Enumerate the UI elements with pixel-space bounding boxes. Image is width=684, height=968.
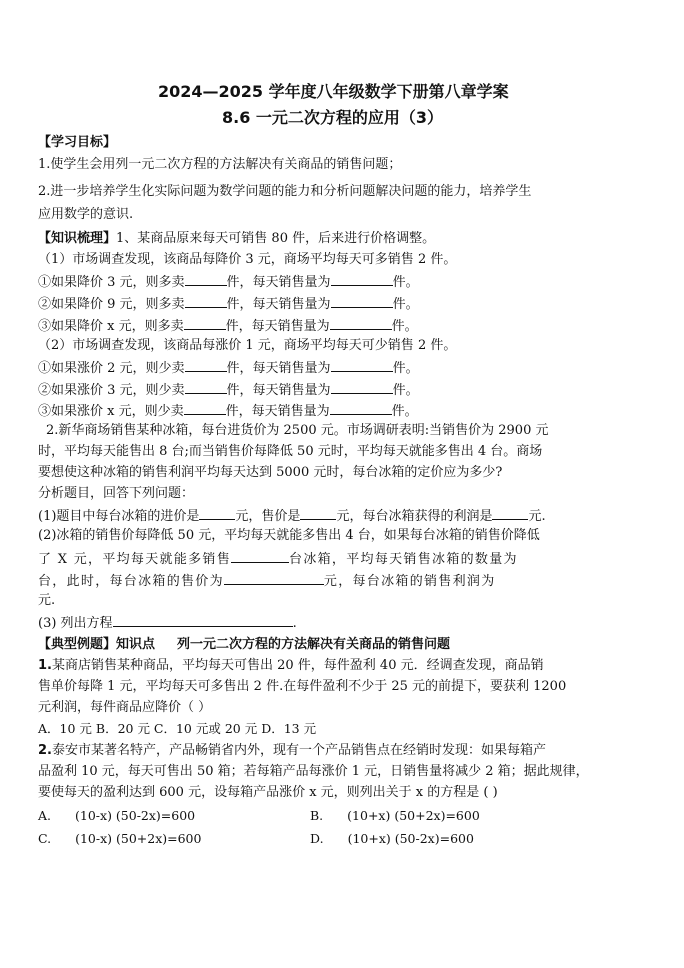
option-label: B. [310,808,324,823]
option-text: (10-x) (50+2x)=600 [75,831,202,846]
question-number: 1. [38,658,52,673]
fill-text: 件。 [391,404,418,419]
answer-blank[interactable] [113,613,293,627]
page-subtitle: 8.6 一元二次方程的应用（3） [222,108,444,127]
example-2-line: 品盈利 10 元，每天可售出 50 箱；若每箱产品每涨价 1 元，日销售量将减少 2 箱；据此规律， [38,764,589,779]
fill-line [38,316,418,336]
answer-blank[interactable] [185,272,227,286]
answer-blank[interactable] [331,358,393,372]
answer-blank[interactable] [300,506,336,520]
fill-text: 台，此时，每台冰箱的售价为 [38,574,224,589]
example-2-line [38,742,546,760]
option-text: (10-x) (50-2x)=600 [75,808,196,823]
fill-text: ①如果降价 3 元，则多卖 [38,275,185,290]
knowledge-intro: 1、某商品原来每天可销售 80 件，后来进行价格调整。 [116,231,436,246]
fill-line [38,272,419,292]
answer-blank[interactable] [184,316,226,330]
example-2-line: 要使每天的盈利达到 600 元，设每箱产品涨价 x 元，则列出关于 x 的方程是 ( ) [38,785,498,800]
fill-text: 台冰箱，平均每天销售冰箱的数量为 [289,552,518,567]
fill-text: 件，每天销售量为 [225,404,330,419]
fill-text: 件。 [391,319,418,334]
fill-text: (1)题目中每台冰箱的进价是 [38,509,200,524]
fill-text: 了 X 元，平均每天就能多销售 [38,552,232,567]
answer-blank[interactable] [331,294,393,308]
answer-blank[interactable] [185,358,227,372]
fill-text: ①如果涨价 2 元，则少卖 [38,361,185,376]
fill-line [38,506,546,526]
part2-intro: （2）市场调查发现，该商品每涨价 1 元，商场平均每天可少销售 2 件。 [38,338,457,353]
fill-text: ③如果降价 x 元，则多卖 [38,319,184,334]
fill-line [38,613,297,633]
answer-blank[interactable] [231,549,289,563]
knowledge-point-label: 知识点 [116,637,156,652]
problem-2-text: 时，平均每天能售出 8 台;而当销售价每降低 50 元时，平均每天就能多售出 4 台。商场 [38,444,543,459]
fill-text: ③如果涨价 x 元，则少卖 [38,404,184,419]
fill-text: 件，每天销售量为 [226,275,331,290]
option-d[interactable] [310,830,474,848]
fill-text: 件，每天销售量为 [225,319,330,334]
fill-text: 元. [528,509,546,524]
answer-blank[interactable] [331,272,393,286]
fill-text: 元，售价是 [235,509,301,524]
answer-blank[interactable] [185,380,227,394]
knowledge-point-text: 列一元二次方程的方法解决有关商品的销售问题 [177,637,451,652]
goal-item: 1.使学生会用列一元二次方程的方法解决有关商品的销售问题； [38,157,402,172]
example-1-line: 元利润，每件商品应降价（ ） [38,700,212,715]
fill-text: 件，每天销售量为 [226,297,331,312]
option-text: (10+x) (50+2x)=600 [347,808,480,823]
problem-2-text: 2.新华商场销售某种冰箱，每台进货价为 2500 元。市场调研表明:当销售价为 2900 元 [46,423,549,438]
fill-line [38,549,518,569]
fill-text: 件。 [392,361,419,376]
question-text: 某商店销售某种商品，平均每天可售出 20 件，每件盈利 40 元．经调查发现，商品销 [51,658,544,673]
option-label: A. [38,808,52,823]
fill-text: 件。 [392,275,419,290]
goal-item: 2.进一步培养学生化实际问题为数学问题的能力和分析问题解决问题的能力，培养学生 [38,184,532,199]
fill-text: 件。 [392,297,419,312]
example-1-line [38,657,544,675]
analysis-2-text: (2)冰箱的销售价每降低 50 元，平均每天就能多售出 4 台，如果每台冰箱的销售价降低 [38,528,540,543]
fill-text: (3) 列出方程 [38,616,113,631]
fill-line [38,380,419,400]
fill-text: 元，每台冰箱获得的利润是 [336,509,493,524]
fill-line [38,571,496,591]
fill-text: 件。 [392,383,419,398]
analysis-prompt: 分析题目，回答下列问题： [38,486,195,501]
question-number: 2. [38,743,52,758]
example-1-line: 售单价每降 1 元，平均每天可多售出 2 件.在每件盈利不少于 25 元的前提下，要获利 1200 [38,679,567,694]
option-c[interactable] [38,830,201,848]
answer-blank[interactable] [224,571,324,585]
option-label: D. [310,831,324,846]
answer-blank[interactable] [185,294,227,308]
option-a[interactable] [38,807,195,825]
fill-text: 件，每天销售量为 [226,361,331,376]
knowledge-intro-line [38,230,435,248]
examples-heading: 【典型例题】 [38,637,117,652]
option-b[interactable] [310,807,480,825]
fill-text: ②如果降价 9 元，则多卖 [38,297,185,312]
problem-2-text: 要想使这种冰箱的销售利润平均每天达到 5000 元时，每台冰箱的定价应为多少? [38,465,503,480]
answer-blank[interactable] [330,401,392,415]
option-label: C. [38,831,52,846]
goals-heading: 【学习目标】 [38,135,117,150]
answer-blank[interactable] [330,316,392,330]
examples-heading-line [38,636,450,654]
answer-blank[interactable] [184,401,226,415]
fill-text: . [292,616,297,631]
goal-item: 应用数学的意识. [38,207,134,222]
part1-intro: （1）市场调查发现，该商品每降价 3 元，商场平均每天可多销售 2 件。 [38,252,457,267]
answer-blank[interactable] [331,380,393,394]
option-text: (10+x) (50-2x)=600 [347,831,474,846]
fill-text: 件，每天销售量为 [226,383,331,398]
question-text: 泰安市某著名特产，产品畅销省内外，现有一个产品销售点在经销时发现：如果每箱产 [51,743,546,758]
page-title: 2024—2025 学年度八年级数学下册第八章学案 [158,82,509,101]
analysis-2-text: 元. [38,593,56,608]
fill-line [38,401,418,421]
answer-blank[interactable] [492,506,528,520]
example-1-options: A．10 元 B．20 元 C．10 元或 20 元 D．13 元 [38,721,317,736]
fill-text: 元，每台冰箱的销售利润为 [323,574,496,589]
fill-line [38,294,419,314]
knowledge-heading: 【知识梳理】 [38,231,117,246]
fill-line [38,358,419,378]
fill-text: ②如果涨价 3 元，则少卖 [38,383,185,398]
answer-blank[interactable] [199,506,235,520]
